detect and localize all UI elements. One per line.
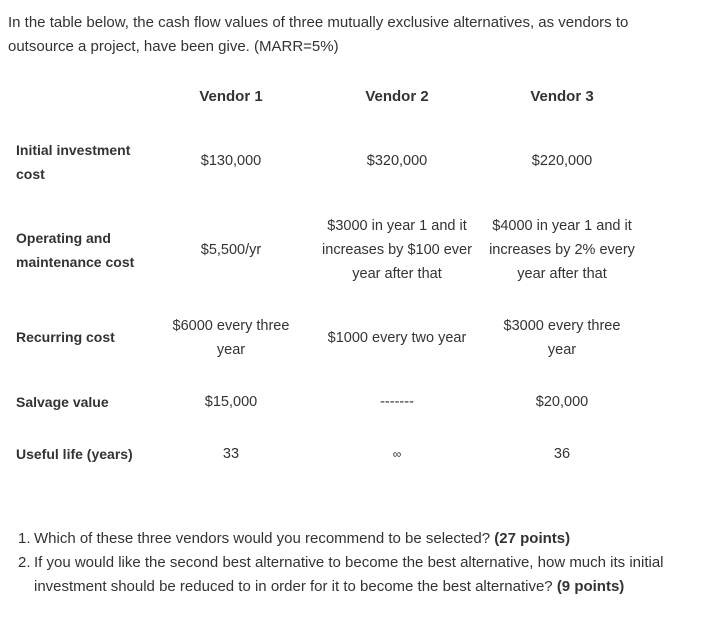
cell-initial-investment-vendor-3 <box>482 149 642 173</box>
cell-line: $3000 every three <box>503 318 621 334</box>
header-vendor-1: Vendor 1 <box>199 88 263 105</box>
cell-line: $1000 every two year <box>327 330 467 346</box>
cell-initial-investment-vendor-1 <box>160 149 302 173</box>
cell-line: year after that <box>352 266 442 282</box>
cell-line: $6000 every three <box>172 318 290 334</box>
cell-recurring-vendor-1 <box>160 314 302 362</box>
cell-line: $130,000 <box>200 153 262 169</box>
question-2 <box>0 551 706 599</box>
cell-line: year after that <box>517 266 607 282</box>
row-label-line: maintenance cost <box>16 254 135 270</box>
row-label-line: Recurring cost <box>16 329 115 345</box>
cell-useful-life-vendor-2 <box>313 442 481 466</box>
question-text: Which of these three vendors would you recommend to be selected? <box>34 530 495 547</box>
row-label-operating-maintenance <box>16 226 134 274</box>
row-label-recurring-cost <box>16 325 115 349</box>
cell-line: $3000 in year 1 and it <box>327 218 467 234</box>
header-vendor-2: Vendor 2 <box>365 88 429 105</box>
cell-line: 33 <box>222 446 240 462</box>
cell-line: $320,000 <box>366 153 428 169</box>
cell-recurring-vendor-3 <box>482 314 642 362</box>
questions-list <box>0 527 706 599</box>
cell-line: $5,500/yr <box>200 242 262 258</box>
cell-line: ∞ <box>392 447 402 461</box>
cell-initial-investment-vendor-2 <box>313 149 481 173</box>
question-points: (27 points) <box>494 530 571 547</box>
question-points: (9 points) <box>556 578 625 595</box>
cell-line: $4000 in year 1 and it <box>492 218 632 234</box>
question-text: If you would like the second best alternative to become the best alternative, how much its initial investment should be reduced to in order for it to become the best alternative? <box>34 554 664 595</box>
row-label-line: Useful life (years) <box>16 446 133 462</box>
cell-line: $20,000 <box>535 394 589 410</box>
cell-line: year <box>547 342 577 358</box>
row-label-line: Initial investment <box>16 142 131 158</box>
row-label-line: Operating and <box>16 230 111 246</box>
cell-useful-life-vendor-3 <box>482 442 642 466</box>
cell-operating-vendor-2 <box>313 214 481 286</box>
row-label-initial-investment <box>16 138 130 186</box>
row-label-useful-life <box>16 442 133 466</box>
question-number: 2. <box>18 554 31 571</box>
cell-recurring-vendor-2 <box>313 326 481 350</box>
question-1 <box>0 527 706 551</box>
cell-operating-vendor-3 <box>482 214 642 286</box>
row-label-line: Salvage value <box>16 394 109 410</box>
cell-salvage-vendor-1 <box>160 390 302 414</box>
cell-useful-life-vendor-1 <box>160 442 302 466</box>
cell-line: year <box>216 342 246 358</box>
row-label-line: cost <box>16 166 45 182</box>
cell-line: increases by 2% every <box>489 242 635 258</box>
row-label-salvage-value <box>16 390 109 414</box>
cell-line: $220,000 <box>531 153 593 169</box>
cell-salvage-vendor-3 <box>482 390 642 414</box>
cell-line: $15,000 <box>204 394 258 410</box>
cell-line: ------- <box>380 394 414 410</box>
cell-line: 36 <box>553 446 571 462</box>
cell-line: increases by $100 ever <box>322 242 472 258</box>
question-number: 1. <box>18 530 31 547</box>
cell-salvage-vendor-2 <box>313 390 481 414</box>
intro-paragraph: In the table below, the cash flow values of three mutually exclusive alternatives, as vendors to outsource a project, have been give. (MARR=5%) <box>8 14 629 55</box>
header-vendor-3: Vendor 3 <box>530 88 594 105</box>
cell-operating-vendor-1 <box>160 238 302 262</box>
